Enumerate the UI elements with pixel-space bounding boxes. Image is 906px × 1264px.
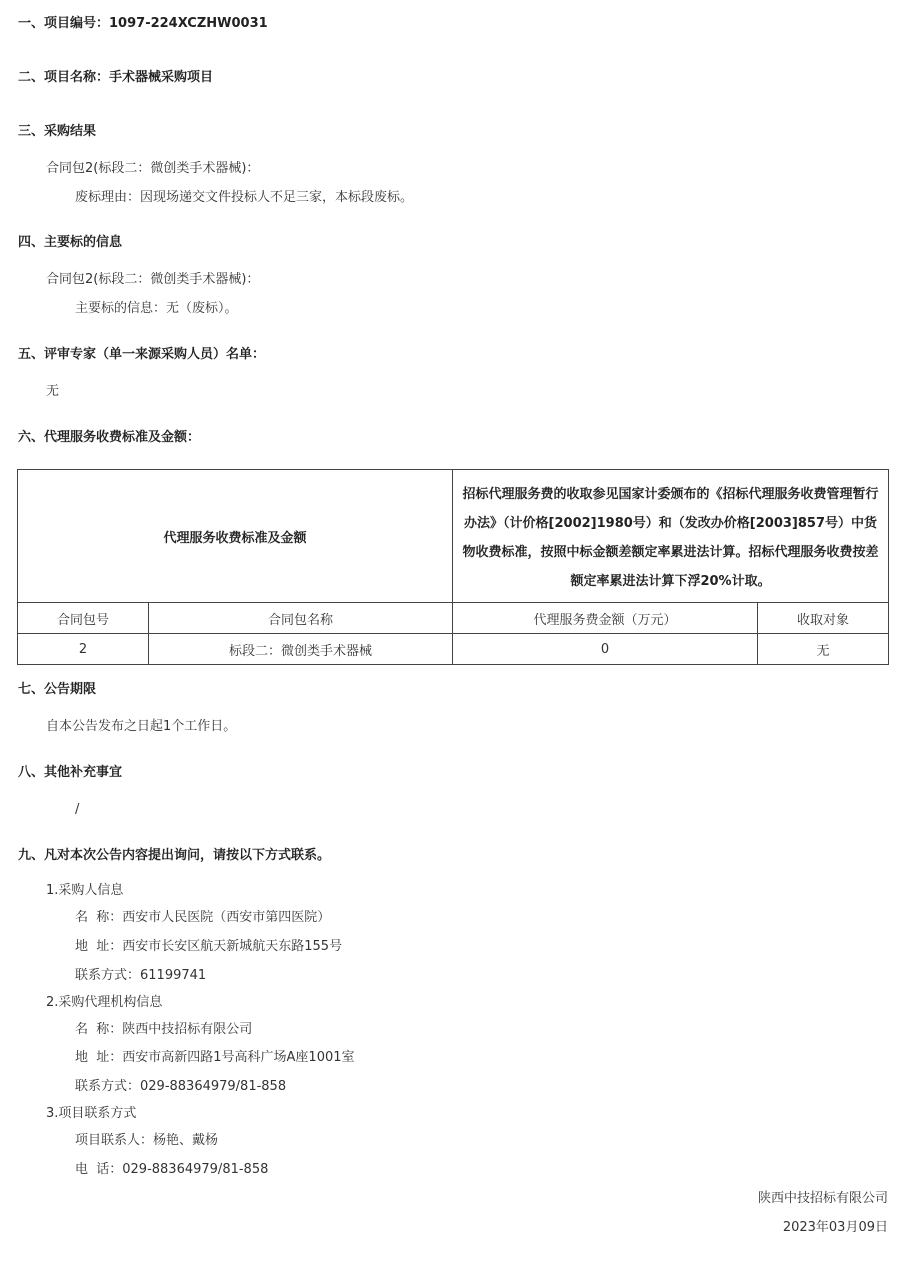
project-number-label: 一、项目编号： bbox=[18, 16, 110, 31]
purchaser-address: 地 址：西安市长安区航天新城航天东路155号 bbox=[75, 939, 343, 954]
project-name-label: 二、项目名称： bbox=[18, 70, 110, 85]
project-name-value: 手术器械采购项目 bbox=[109, 70, 214, 85]
agency-address: 地 址：西安市高新四路1号高科广场A座1001室 bbox=[75, 1050, 355, 1065]
header-package-name: 合同包名称 bbox=[149, 603, 453, 634]
cell-charge-target: 无 bbox=[758, 634, 889, 665]
main-info-detail: 主要标的信息：无（废标）。 bbox=[75, 301, 238, 316]
section-title-period: 七、公告期限 bbox=[18, 682, 97, 697]
section-title-result: 三、采购结果 bbox=[18, 124, 97, 139]
cell-fee-amount: 0 bbox=[453, 634, 758, 665]
project-contact-person: 项目联系人：杨艳、戴杨 bbox=[75, 1133, 219, 1148]
supplement-content: / bbox=[75, 802, 80, 817]
section-title-main-info: 四、主要标的信息 bbox=[18, 235, 123, 250]
footer-date: 2023年03月09日 bbox=[782, 1220, 888, 1235]
fee-standard-description: 招标代理服务费的收取参见国家计委颁布的《招标代理服务收费管理暂行办法》（计价格[2002]1980号）和（发改办价格[2003]857号）中货物收费标准，按照中标金额差额定率累进法计算。招标代理服务收费按差额定率累进法计算下浮20%计取。 bbox=[453, 470, 889, 603]
purchaser-name: 名 称：西安市人民医院（西安市第四医院） bbox=[75, 910, 331, 925]
main-info-package: 合同包2(标段二：微创类手术器械)： bbox=[46, 272, 260, 287]
period-content: 自本公告发布之日起1个工作日。 bbox=[46, 719, 237, 734]
project-number bbox=[18, 15, 268, 33]
cell-package-no: 2 bbox=[18, 634, 149, 665]
purchaser-heading: 1.采购人信息 bbox=[46, 883, 124, 898]
section-title-supplement: 八、其他补充事宜 bbox=[18, 765, 123, 780]
result-detail: 废标理由：因现场递交文件投标人不足三家，本标段废标。 bbox=[75, 190, 414, 205]
agency-name: 名 称：陕西中技招标有限公司 bbox=[75, 1022, 253, 1037]
section-title-experts: 五、评审专家（单一来源采购人员）名单： bbox=[18, 347, 266, 362]
header-package-no: 合同包号 bbox=[18, 603, 149, 634]
fee-standard-row bbox=[18, 470, 889, 603]
project-contact-heading: 3.项目联系方式 bbox=[46, 1106, 137, 1121]
section-title-contact: 九、凡对本次公告内容提出询问，请按以下方式联系。 bbox=[18, 848, 331, 863]
experts-content: 无 bbox=[46, 384, 60, 399]
footer-company: 陕西中技招标有限公司 bbox=[757, 1191, 888, 1206]
fee-standard-label: 代理服务收费标准及金额 bbox=[18, 470, 453, 603]
header-fee-amount: 代理服务费金额（万元） bbox=[453, 603, 758, 634]
agency-heading: 2.采购代理机构信息 bbox=[46, 995, 163, 1010]
project-number-value: 1097-224XCZHW0031 bbox=[109, 16, 268, 31]
agency-fee-table bbox=[17, 469, 889, 665]
project-contact-phone: 电 话：029-88364979/81-858 bbox=[75, 1162, 269, 1177]
section-title-agency-fee: 六、代理服务收费标准及金额： bbox=[18, 430, 201, 445]
purchaser-contact: 联系方式：61199741 bbox=[75, 968, 207, 983]
project-name bbox=[18, 69, 213, 87]
table-row bbox=[18, 634, 889, 665]
agency-contact: 联系方式：029-88364979/81-858 bbox=[75, 1079, 287, 1094]
header-charge-target: 收取对象 bbox=[758, 603, 889, 634]
table-header-row bbox=[18, 603, 889, 634]
result-package: 合同包2(标段二：微创类手术器械)： bbox=[46, 161, 260, 176]
cell-package-name: 标段二：微创类手术器械 bbox=[149, 634, 453, 665]
